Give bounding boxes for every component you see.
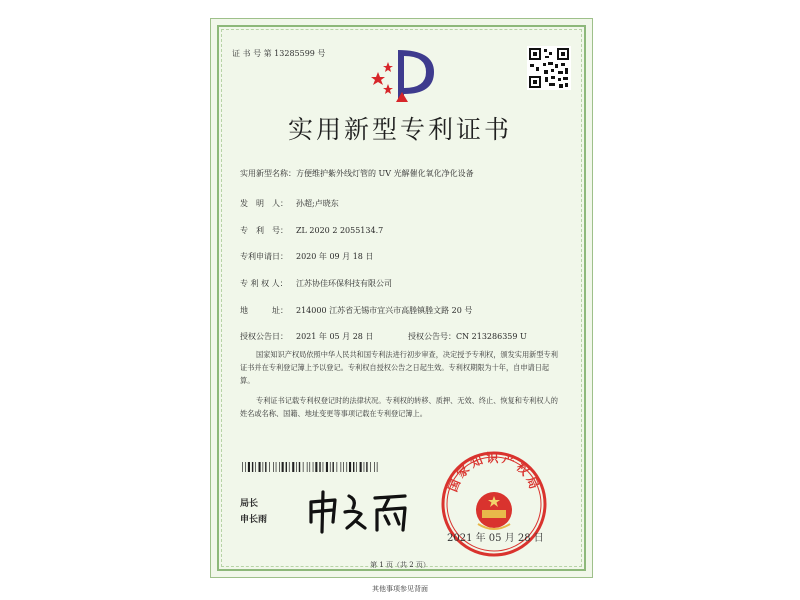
barcode-bar — [377, 462, 378, 472]
barcode-bar — [330, 462, 331, 472]
barcode-bar — [374, 462, 375, 472]
barcode-bar — [366, 462, 367, 472]
barcode-bar — [360, 462, 362, 472]
barcode-bar — [356, 462, 357, 472]
field-grant-date — [240, 331, 373, 342]
barcode-bar — [309, 462, 310, 472]
field-value: 2021 年 05 月 28 日 — [296, 332, 374, 341]
field-inventor — [240, 198, 339, 209]
field-value: CN 213286359 U — [456, 332, 527, 341]
barcode-bar — [323, 462, 324, 472]
paragraph-grant-decision: 国家知识产权局依照中华人民共和国专利法进行初步审查，决定授予专利权，颁发实用新型专利证书并在专利登记簿上予以登记。专利权自授权公告之日起生效。专利权期限为十年，自申请日起算。 — [240, 350, 558, 385]
qr-code-icon — [527, 46, 571, 90]
barcode-bar — [289, 462, 290, 472]
field-label: 授权公告日： — [240, 332, 288, 341]
paragraph-legal-status: 专利证书记载专利权登记时的法律状况。专利权的转移、质押、无效、终止、恢复和专利权人的姓名或名称、国籍、地址变更等事项记载在专利登记簿上。 — [240, 396, 558, 418]
field-label: 实用新型名称： — [240, 169, 296, 178]
seal-date: 2021 年 05 月 28 日 — [447, 533, 544, 544]
field-label: 专利申请日： — [240, 252, 288, 261]
barcode-bar — [276, 462, 277, 472]
barcode-bar — [273, 462, 274, 472]
field-value: 江苏协佳环保科技有限公司 — [296, 279, 392, 288]
field-application-date — [240, 251, 373, 262]
field-label: 专 利 权 人： — [240, 279, 288, 288]
barcode-bar — [286, 462, 287, 472]
barcode-bar — [303, 462, 304, 472]
field-value: ZL 2020 2 2055134.7 — [296, 226, 384, 235]
field-value: 2020 年 09 月 18 日 — [296, 252, 374, 261]
barcode-bar — [269, 462, 270, 472]
barcode-bar — [343, 462, 344, 472]
barcode-bar — [252, 462, 253, 472]
barcode-bar — [245, 462, 246, 472]
barcode-bar — [255, 462, 256, 472]
back-side-note: 其他事项参见背面 — [372, 585, 428, 593]
barcode-bar — [364, 462, 365, 472]
field-value: 214000 江苏省无锡市宜兴市高塍镇塍文路 20 号 — [296, 306, 473, 315]
barcode-bar — [282, 462, 284, 472]
barcode-bar — [248, 462, 250, 472]
barcode-bar — [326, 462, 328, 472]
field-label: 发 明 人： — [240, 199, 288, 208]
seal-text: 国家知识产权局 — [445, 450, 543, 494]
barcode-bar — [307, 462, 308, 472]
barcode-bar — [349, 462, 351, 472]
director-title: 局长 — [240, 499, 259, 509]
field-label: 专 利 号： — [240, 226, 288, 235]
field-utility-model-name — [240, 168, 474, 179]
barcode-bar — [341, 462, 342, 472]
field-value: 方便维护紫外线灯管的 UV 光解催化氧化净化设备 — [296, 169, 474, 178]
barcode-bar — [296, 462, 297, 472]
barcode-bar — [279, 462, 280, 472]
barcode-bar — [263, 462, 264, 472]
field-address — [240, 305, 472, 316]
barcode-bar — [313, 462, 314, 472]
director-name: 申长雨 — [240, 515, 268, 525]
field-label: 地 址： — [240, 306, 288, 315]
barcode-bar — [319, 462, 320, 472]
director-signature — [305, 488, 415, 534]
barcode-bar — [337, 462, 338, 472]
barcode-bar — [370, 462, 371, 472]
page-indicator: 第 1 页（共 2 页） — [370, 561, 430, 569]
national-emblem-icon — [476, 492, 512, 529]
svg-text:国家知识产权局 — [446, 450, 543, 494]
barcode-bar — [333, 462, 334, 472]
barcode-bar — [299, 462, 300, 472]
field-patent-number — [240, 225, 383, 236]
field-grant-number — [408, 331, 527, 342]
barcode-bar — [242, 462, 243, 472]
patent-office-logo-icon — [368, 46, 440, 104]
certificate-title: 实用新型专利证书 — [287, 115, 512, 144]
barcode-bar — [259, 462, 261, 472]
barcode-bar — [265, 462, 266, 472]
barcode-bar — [353, 462, 354, 472]
field-patentee — [240, 278, 392, 289]
barcode-icon — [242, 462, 382, 472]
barcode-bar — [346, 462, 347, 472]
field-label: 授权公告号： — [408, 332, 456, 341]
certificate-number: 证 书 号 第 13285599 号 — [232, 49, 326, 58]
barcode-bar — [292, 462, 294, 472]
barcode-bar — [315, 462, 317, 472]
field-value: 孙超;卢晓东 — [296, 199, 339, 208]
